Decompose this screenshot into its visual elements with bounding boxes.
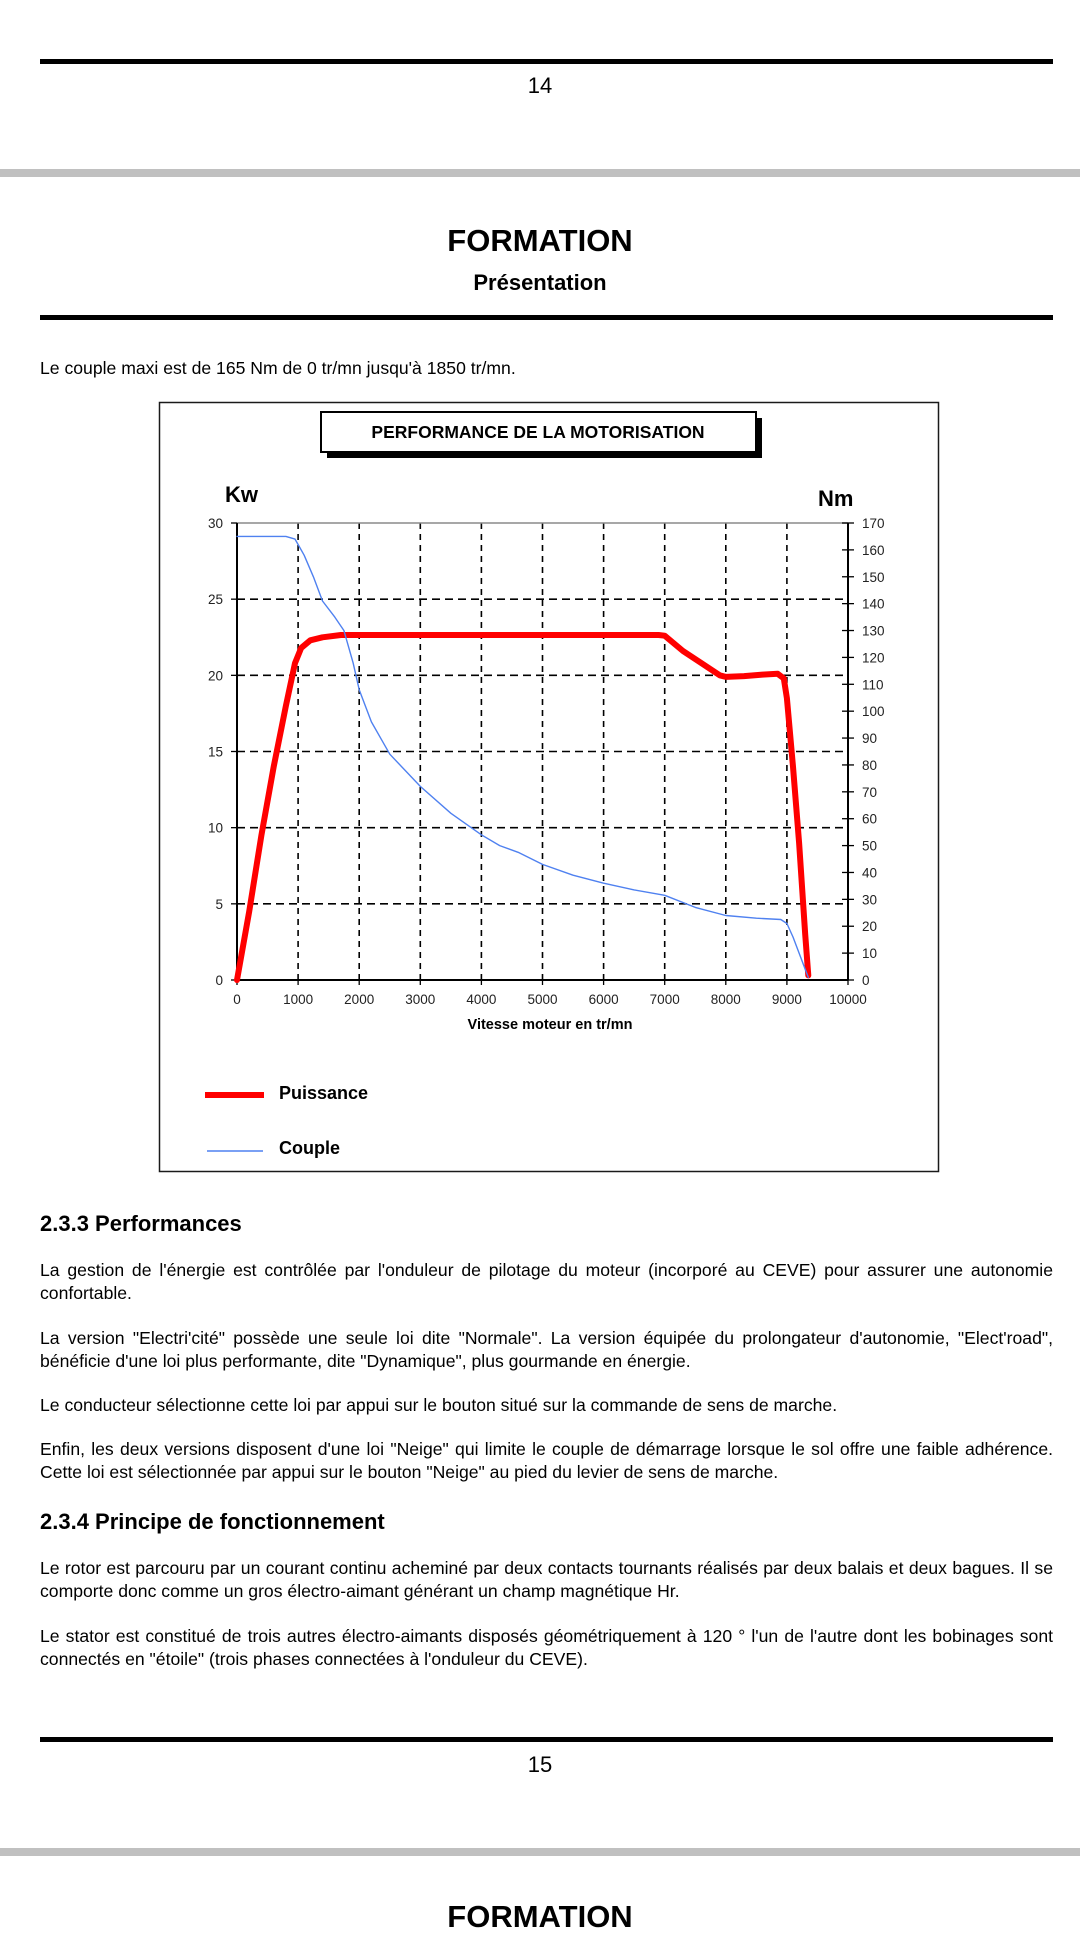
x-tick-label: 2000	[344, 992, 375, 1007]
paragraph: La version "Electri'cité" possède une seule loi dite "Normale". La version équipée du prolongateur d'autonomie, "Elect'road", bénéficie d'une loi plus performante, dite "Dynamique", plus gourmande en énergie.	[40, 1328, 1053, 1371]
y-right-tick-label: 140	[862, 596, 885, 612]
x-tick-label: 5000	[527, 992, 558, 1007]
y-left-tick-label: 15	[207, 744, 223, 760]
next-page-title: FORMATION	[447, 1899, 633, 1934]
page-number-15: 15	[527, 1752, 553, 1777]
y-right-tick-label: 40	[862, 865, 878, 881]
y-right-tick-label: 70	[862, 784, 878, 800]
y-left-tick-label: 20	[207, 668, 223, 684]
x-tick-label: 1000	[283, 992, 314, 1007]
y-right-tick-label: 20	[862, 919, 878, 935]
chart-frame	[160, 403, 939, 1172]
legend-label-puissance: Puissance	[279, 1083, 369, 1103]
y-right-axis-label: Nm	[818, 486, 854, 511]
paragraph: Enfin, les deux versions disposent d'une loi "Neige" qui limite le couple de démarrage lorsque le sol offre une faible adhérence. Cette loi est sélectionnée par appui sur le bouton "Neige" au pied du levier de sens de marche.	[40, 1439, 1053, 1482]
y-right-tick-label: 90	[862, 731, 878, 747]
legend-label-couple: Couple	[279, 1138, 340, 1158]
y-left-axis-label: Kw	[225, 482, 258, 507]
page-title: FORMATION	[447, 223, 633, 258]
page-subtitle: Présentation	[473, 270, 607, 295]
paragraph: Le conducteur sélectionne cette loi par appui sur le bouton situé sur la commande de sens de marche.	[40, 1395, 838, 1415]
x-tick-label: 7000	[649, 992, 680, 1007]
y-right-tick-label: 80	[862, 757, 878, 773]
paragraph: La gestion de l'énergie est contrôlée par l'onduleur de pilotage du moteur (incorporé au CEVE) pour assurer une autonomie confortable.	[40, 1260, 1053, 1303]
y-right-tick-label: 10	[862, 946, 878, 962]
paragraph: Le stator est constitué de trois autres électro-aimants disposés géométriquement à 120 ° l'un de l'autre dont les bobinages sont connectés en "étoile" (trois phases connectées à l'onduleur du CEVE).	[40, 1626, 1053, 1669]
y-right-tick-label: 150	[862, 569, 885, 585]
x-axis-label: Vitesse moteur en tr/mn	[467, 1017, 633, 1033]
y-right-tick-label: 50	[862, 838, 878, 854]
y-left-tick-label: 10	[207, 820, 223, 836]
x-tick-label: 10000	[829, 992, 867, 1007]
x-tick-label: 4000	[466, 992, 497, 1007]
page-bottom-rule	[40, 1737, 1053, 1742]
chart-title: PERFORMANCE DE LA MOTORISATION	[371, 422, 705, 442]
y-right-tick-label: 130	[862, 623, 885, 639]
x-tick-label: 3000	[405, 992, 436, 1007]
x-tick-label: 8000	[710, 992, 741, 1007]
y-right-tick-label: 0	[862, 973, 870, 988]
y-right-tick-label: 100	[862, 704, 885, 720]
section-heading-performances: 2.3.3 Performances	[40, 1211, 242, 1236]
y-right-tick-label: 160	[862, 542, 885, 558]
y-left-tick-label: 30	[207, 516, 223, 531]
y-right-tick-label: 60	[862, 811, 878, 827]
x-tick-label: 9000	[771, 992, 802, 1007]
page-separator	[0, 1848, 1080, 1856]
y-right-tick-label: 170	[862, 516, 885, 531]
y-right-tick-label: 110	[862, 677, 884, 693]
intro-text: Le couple maxi est de 165 Nm de 0 tr/mn jusqu'à 1850 tr/mn.	[40, 358, 516, 378]
paragraph: Le rotor est parcouru par un courant continu acheminé par deux contacts tournants réalisés par deux balais et deux bagues. Il se comporte donc comme un gros électro-aimant générant un champ magnétique Hr.	[40, 1558, 1053, 1601]
y-right-tick-label: 30	[862, 892, 878, 908]
x-tick-label: 0	[233, 992, 241, 1007]
y-left-tick-label: 5	[215, 896, 223, 912]
y-left-tick-label: 25	[207, 592, 223, 608]
section-heading-principe: 2.3.4 Principe de fonctionnement	[40, 1509, 385, 1534]
page-number-14: 14	[527, 73, 553, 98]
y-left-tick-label: 0	[215, 973, 223, 988]
x-tick-label: 6000	[588, 992, 619, 1007]
y-right-tick-label: 120	[862, 650, 885, 666]
